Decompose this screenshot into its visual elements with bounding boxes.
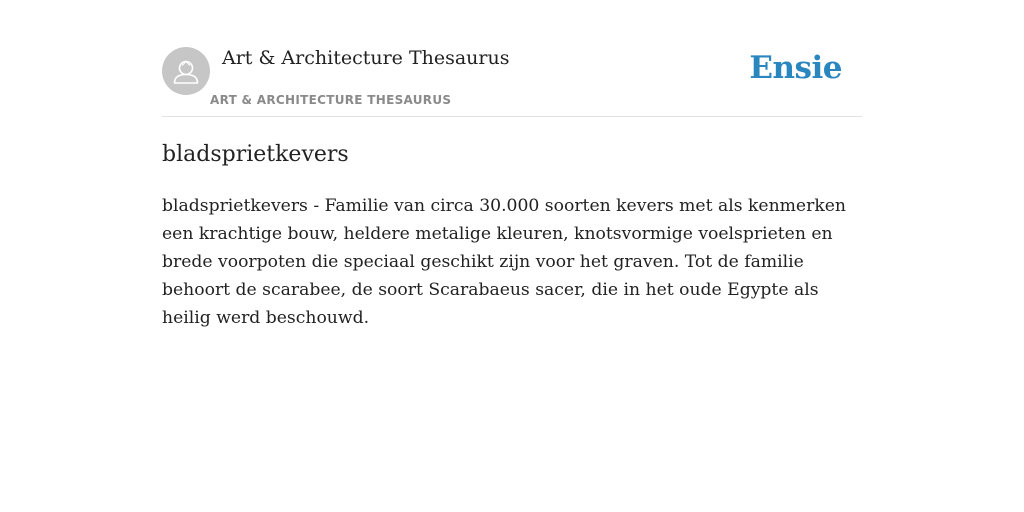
user-icon: [162, 47, 210, 95]
ensie-logo[interactable]: Ensie: [749, 50, 842, 86]
author-avatar[interactable]: [162, 47, 210, 95]
author-name[interactable]: Art & Architecture Thesaurus: [222, 47, 510, 69]
source-label[interactable]: ART & ARCHITECTURE THESAURUS: [210, 93, 452, 107]
entry-header: [162, 0, 862, 117]
term-definition: bladsprietkevers - Familie van circa 30.000 soorten kevers met als kenmerken een krachtige bouw, heldere metalige kleuren, knotsvormige voelsprieten en brede voorpoten die speciaal geschikt zijn voor het graven. Tot de familie behoort de scarabee, de soort Scarabaeus sacer, die in het oude Egypte als heilig werd beschouwd.: [162, 196, 846, 328]
term-title: bladsprietkevers: [162, 142, 349, 167]
